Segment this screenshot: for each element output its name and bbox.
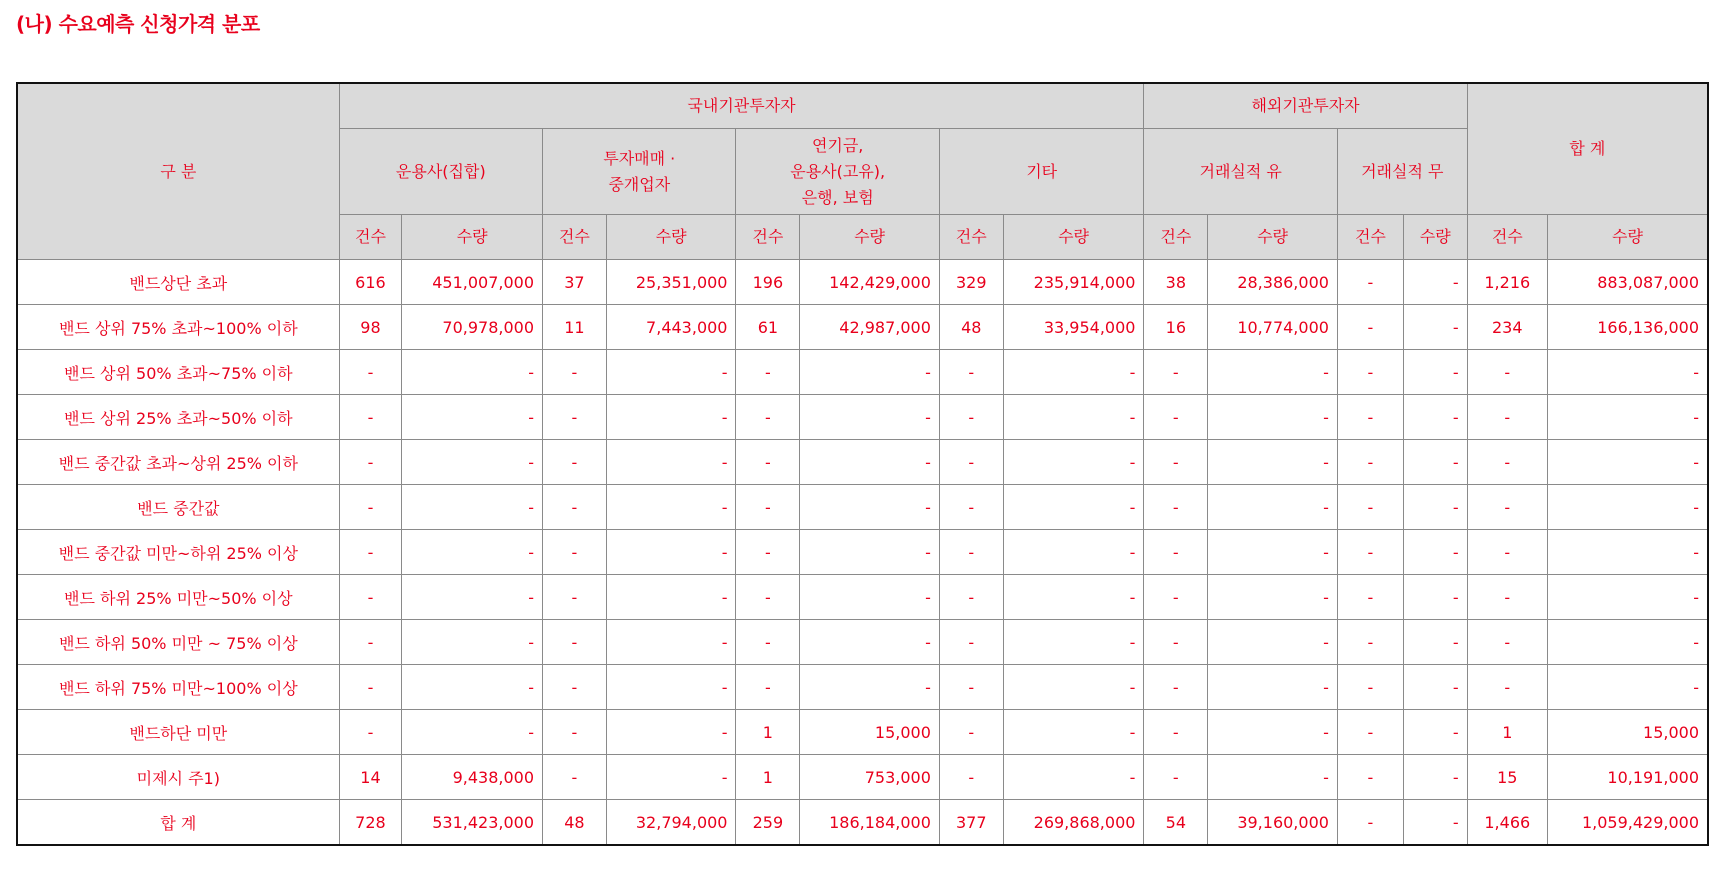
quantity-cell: - xyxy=(1003,575,1144,620)
row-label: 밴드 중간값 미만~하위 25% 이상 xyxy=(17,530,339,575)
quantity-cell: - xyxy=(1003,395,1144,440)
quantity-cell: - xyxy=(1547,395,1708,440)
count-cell: - xyxy=(543,530,607,575)
quantity-cell: - xyxy=(1003,350,1144,395)
count-cell: 37 xyxy=(543,260,607,305)
subheader-quantity: 수량 xyxy=(1208,215,1338,260)
quantity-cell: - xyxy=(1547,620,1708,665)
quantity-cell: - xyxy=(606,530,736,575)
quantity-cell: 28,386,000 xyxy=(1208,260,1338,305)
quantity-cell: 25,351,000 xyxy=(606,260,736,305)
count-cell: 329 xyxy=(939,260,1003,305)
table-row xyxy=(17,395,1708,440)
count-cell: - xyxy=(736,350,800,395)
count-cell: - xyxy=(939,350,1003,395)
quantity-cell: - xyxy=(1003,710,1144,755)
count-cell: - xyxy=(339,710,402,755)
quantity-cell: - xyxy=(1403,620,1467,665)
quantity-cell: 70,978,000 xyxy=(402,305,543,350)
count-cell: - xyxy=(543,665,607,710)
row-label: 밴드 하위 50% 미만 ~ 75% 이상 xyxy=(17,620,339,665)
quantity-cell: - xyxy=(1208,485,1338,530)
quantity-cell: - xyxy=(1003,530,1144,575)
quantity-cell: - xyxy=(1547,530,1708,575)
quantity-cell: - xyxy=(402,485,543,530)
count-cell: - xyxy=(543,440,607,485)
count-cell: 54 xyxy=(1144,800,1208,846)
quantity-cell: - xyxy=(402,710,543,755)
count-cell: - xyxy=(1467,440,1547,485)
count-cell: - xyxy=(1467,485,1547,530)
quantity-cell: - xyxy=(1547,575,1708,620)
quantity-cell: - xyxy=(402,620,543,665)
quantity-cell: 39,160,000 xyxy=(1208,800,1338,846)
count-cell: - xyxy=(1144,575,1208,620)
quantity-cell: 753,000 xyxy=(800,755,940,800)
count-cell: - xyxy=(939,485,1003,530)
quantity-cell: - xyxy=(606,350,736,395)
subheader-quantity: 수량 xyxy=(1403,215,1467,260)
page-title: (나) 수요예측 신청가격 분포 xyxy=(16,12,260,36)
count-cell: - xyxy=(543,575,607,620)
quantity-cell: - xyxy=(1403,260,1467,305)
table-row xyxy=(17,440,1708,485)
quantity-cell: - xyxy=(800,620,940,665)
row-label: 밴드 하위 25% 미만~50% 이상 xyxy=(17,575,339,620)
table-row xyxy=(17,665,1708,710)
count-cell: 11 xyxy=(543,305,607,350)
table-row xyxy=(17,755,1708,800)
quantity-cell: - xyxy=(606,665,736,710)
count-cell: - xyxy=(339,350,402,395)
quantity-cell: 10,191,000 xyxy=(1547,755,1708,800)
quantity-cell: - xyxy=(1208,575,1338,620)
quantity-cell: - xyxy=(402,665,543,710)
count-cell: 14 xyxy=(339,755,402,800)
count-cell: - xyxy=(1337,665,1403,710)
count-cell: - xyxy=(1337,710,1403,755)
group-brokers-dealers: 투자매매 · 중개업자 xyxy=(543,129,736,215)
count-cell: 1,466 xyxy=(1467,800,1547,846)
count-cell: 616 xyxy=(339,260,402,305)
count-cell: - xyxy=(543,350,607,395)
quantity-cell: - xyxy=(1003,620,1144,665)
count-cell: 728 xyxy=(339,800,402,846)
quantity-cell: 42,987,000 xyxy=(800,305,940,350)
header-total: 합 계 xyxy=(1467,83,1708,215)
count-cell: - xyxy=(939,620,1003,665)
table-row xyxy=(17,305,1708,350)
group-without-trading-record: 거래실적 무 xyxy=(1337,129,1467,215)
count-cell: - xyxy=(1467,395,1547,440)
quantity-cell: - xyxy=(1003,665,1144,710)
row-label: 밴드 상위 50% 초과~75% 이하 xyxy=(17,350,339,395)
count-cell: - xyxy=(1337,575,1403,620)
quantity-cell: - xyxy=(800,530,940,575)
header-foreign-institutions: 해외기관투자자 xyxy=(1144,83,1467,129)
table-row xyxy=(17,800,1708,846)
table-row xyxy=(17,260,1708,305)
quantity-cell: - xyxy=(1003,485,1144,530)
count-cell: 48 xyxy=(939,305,1003,350)
count-cell: 1,216 xyxy=(1467,260,1547,305)
subheader-quantity: 수량 xyxy=(1003,215,1144,260)
count-cell: - xyxy=(543,485,607,530)
count-cell: - xyxy=(339,485,402,530)
count-cell: 196 xyxy=(736,260,800,305)
count-cell: - xyxy=(736,440,800,485)
quantity-cell: - xyxy=(800,665,940,710)
quantity-cell: - xyxy=(1403,800,1467,846)
subheader-count: 건수 xyxy=(1337,215,1403,260)
quantity-cell: - xyxy=(1403,710,1467,755)
subheader-count: 건수 xyxy=(1467,215,1547,260)
subheader-quantity: 수량 xyxy=(606,215,736,260)
quantity-cell: - xyxy=(1208,530,1338,575)
quantity-cell: - xyxy=(1403,665,1467,710)
group-with-trading-record: 거래실적 유 xyxy=(1144,129,1337,215)
subheader-count: 건수 xyxy=(736,215,800,260)
quantity-cell: - xyxy=(1403,395,1467,440)
quantity-cell: - xyxy=(800,485,940,530)
subheader-quantity: 수량 xyxy=(1547,215,1708,260)
count-cell: - xyxy=(339,620,402,665)
count-cell: - xyxy=(736,575,800,620)
count-cell: - xyxy=(1337,755,1403,800)
count-cell: - xyxy=(1337,620,1403,665)
quantity-cell: - xyxy=(1547,350,1708,395)
count-cell: - xyxy=(1144,755,1208,800)
quantity-cell: 9,438,000 xyxy=(402,755,543,800)
quantity-cell: - xyxy=(1003,440,1144,485)
count-cell: - xyxy=(1337,260,1403,305)
count-cell: - xyxy=(1337,440,1403,485)
count-cell: 234 xyxy=(1467,305,1547,350)
count-cell: - xyxy=(939,665,1003,710)
header-domestic-institutions: 국내기관투자자 xyxy=(339,83,1144,129)
count-cell: - xyxy=(939,755,1003,800)
quantity-cell: - xyxy=(1403,755,1467,800)
quantity-cell: 7,443,000 xyxy=(606,305,736,350)
count-cell: - xyxy=(1337,350,1403,395)
quantity-cell: - xyxy=(1003,755,1144,800)
quantity-cell: - xyxy=(606,575,736,620)
count-cell: - xyxy=(1337,305,1403,350)
quantity-cell: 269,868,000 xyxy=(1003,800,1144,846)
count-cell: - xyxy=(339,530,402,575)
count-cell: - xyxy=(543,620,607,665)
quantity-cell: 142,429,000 xyxy=(800,260,940,305)
count-cell: 1 xyxy=(1467,710,1547,755)
demand-forecast-price-distribution-table xyxy=(16,82,1709,846)
count-cell: - xyxy=(736,620,800,665)
quantity-cell: 1,059,429,000 xyxy=(1547,800,1708,846)
quantity-cell: - xyxy=(800,350,940,395)
subheader-count: 건수 xyxy=(339,215,402,260)
count-cell: - xyxy=(939,530,1003,575)
subheader-count: 건수 xyxy=(1144,215,1208,260)
count-cell: 377 xyxy=(939,800,1003,846)
quantity-cell: - xyxy=(606,755,736,800)
count-cell: 15 xyxy=(1467,755,1547,800)
count-cell: - xyxy=(339,395,402,440)
quantity-cell: - xyxy=(402,350,543,395)
count-cell: - xyxy=(1144,350,1208,395)
quantity-cell: 451,007,000 xyxy=(402,260,543,305)
count-cell: - xyxy=(543,710,607,755)
quantity-cell: - xyxy=(1403,350,1467,395)
count-cell: 259 xyxy=(736,800,800,846)
quantity-cell: - xyxy=(1403,485,1467,530)
count-cell: 16 xyxy=(1144,305,1208,350)
count-cell: - xyxy=(736,395,800,440)
count-cell: - xyxy=(1337,485,1403,530)
row-label: 밴드 중간값 초과~상위 25% 이하 xyxy=(17,440,339,485)
quantity-cell: - xyxy=(1547,440,1708,485)
table-row xyxy=(17,485,1708,530)
row-label: 밴드상단 초과 xyxy=(17,260,339,305)
quantity-cell: - xyxy=(800,440,940,485)
quantity-cell: - xyxy=(1403,530,1467,575)
row-label: 밴드 상위 25% 초과~50% 이하 xyxy=(17,395,339,440)
table-row xyxy=(17,350,1708,395)
count-cell: - xyxy=(1144,485,1208,530)
quantity-cell: 15,000 xyxy=(800,710,940,755)
count-cell: - xyxy=(1467,575,1547,620)
quantity-cell: - xyxy=(800,395,940,440)
quantity-cell: - xyxy=(402,530,543,575)
count-cell: - xyxy=(1337,800,1403,846)
count-cell: - xyxy=(1467,665,1547,710)
row-label: 미제시 주1) xyxy=(17,755,339,800)
quantity-cell: - xyxy=(800,575,940,620)
count-cell: - xyxy=(543,395,607,440)
count-cell: - xyxy=(1337,395,1403,440)
quantity-cell: - xyxy=(402,440,543,485)
subheader-count: 건수 xyxy=(543,215,607,260)
count-cell: 1 xyxy=(736,710,800,755)
group-pension-insurance: 연기금, 운용사(고유), 은행, 보험 xyxy=(736,129,939,215)
subheader-count: 건수 xyxy=(939,215,1003,260)
count-cell: - xyxy=(939,575,1003,620)
quantity-cell: 235,914,000 xyxy=(1003,260,1144,305)
count-cell: - xyxy=(736,530,800,575)
count-cell: - xyxy=(339,440,402,485)
subheader-quantity: 수량 xyxy=(800,215,940,260)
table-row xyxy=(17,710,1708,755)
count-cell: - xyxy=(1144,710,1208,755)
count-cell: 38 xyxy=(1144,260,1208,305)
count-cell: - xyxy=(939,395,1003,440)
quantity-cell: - xyxy=(606,395,736,440)
quantity-cell: 531,423,000 xyxy=(402,800,543,846)
count-cell: - xyxy=(1337,530,1403,575)
row-label: 밴드하단 미만 xyxy=(17,710,339,755)
row-label: 밴드 하위 75% 미만~100% 이상 xyxy=(17,665,339,710)
count-cell: - xyxy=(543,755,607,800)
quantity-cell: - xyxy=(606,710,736,755)
table-row xyxy=(17,620,1708,665)
quantity-cell: - xyxy=(606,440,736,485)
quantity-cell: 883,087,000 xyxy=(1547,260,1708,305)
row-label: 밴드 중간값 xyxy=(17,485,339,530)
quantity-cell: - xyxy=(1208,395,1338,440)
quantity-cell: - xyxy=(1403,440,1467,485)
quantity-cell: - xyxy=(1208,440,1338,485)
quantity-cell: - xyxy=(1208,710,1338,755)
count-cell: - xyxy=(1144,530,1208,575)
quantity-cell: 186,184,000 xyxy=(800,800,940,846)
quantity-cell: - xyxy=(1208,665,1338,710)
quantity-cell: - xyxy=(402,395,543,440)
count-cell: - xyxy=(1467,350,1547,395)
count-cell: - xyxy=(939,710,1003,755)
table-row xyxy=(17,530,1708,575)
count-cell: - xyxy=(736,485,800,530)
quantity-cell: - xyxy=(1208,350,1338,395)
count-cell: - xyxy=(1467,530,1547,575)
quantity-cell: - xyxy=(1403,305,1467,350)
row-label: 합 계 xyxy=(17,800,339,846)
quantity-cell: 10,774,000 xyxy=(1208,305,1338,350)
count-cell: - xyxy=(1144,395,1208,440)
quantity-cell: - xyxy=(1547,665,1708,710)
quantity-cell: - xyxy=(1547,485,1708,530)
count-cell: - xyxy=(339,665,402,710)
group-other: 기타 xyxy=(939,129,1144,215)
quantity-cell: 32,794,000 xyxy=(606,800,736,846)
quantity-cell: - xyxy=(1403,575,1467,620)
quantity-cell: 33,954,000 xyxy=(1003,305,1144,350)
quantity-cell: - xyxy=(606,620,736,665)
header-division: 구 분 xyxy=(17,83,339,260)
count-cell: - xyxy=(1144,620,1208,665)
row-label: 밴드 상위 75% 초과~100% 이하 xyxy=(17,305,339,350)
count-cell: - xyxy=(1144,665,1208,710)
count-cell: - xyxy=(939,440,1003,485)
count-cell: 98 xyxy=(339,305,402,350)
quantity-cell: 166,136,000 xyxy=(1547,305,1708,350)
count-cell: - xyxy=(736,665,800,710)
count-cell: 48 xyxy=(543,800,607,846)
count-cell: 61 xyxy=(736,305,800,350)
count-cell: - xyxy=(1144,440,1208,485)
group-collective-asset-managers: 운용사(집합) xyxy=(339,129,542,215)
table-row xyxy=(17,575,1708,620)
count-cell: - xyxy=(339,575,402,620)
quantity-cell: - xyxy=(606,485,736,530)
count-cell: - xyxy=(1467,620,1547,665)
quantity-cell: - xyxy=(402,575,543,620)
count-cell: 1 xyxy=(736,755,800,800)
quantity-cell: - xyxy=(1208,755,1338,800)
quantity-cell: - xyxy=(1208,620,1338,665)
quantity-cell: 15,000 xyxy=(1547,710,1708,755)
subheader-quantity: 수량 xyxy=(402,215,543,260)
